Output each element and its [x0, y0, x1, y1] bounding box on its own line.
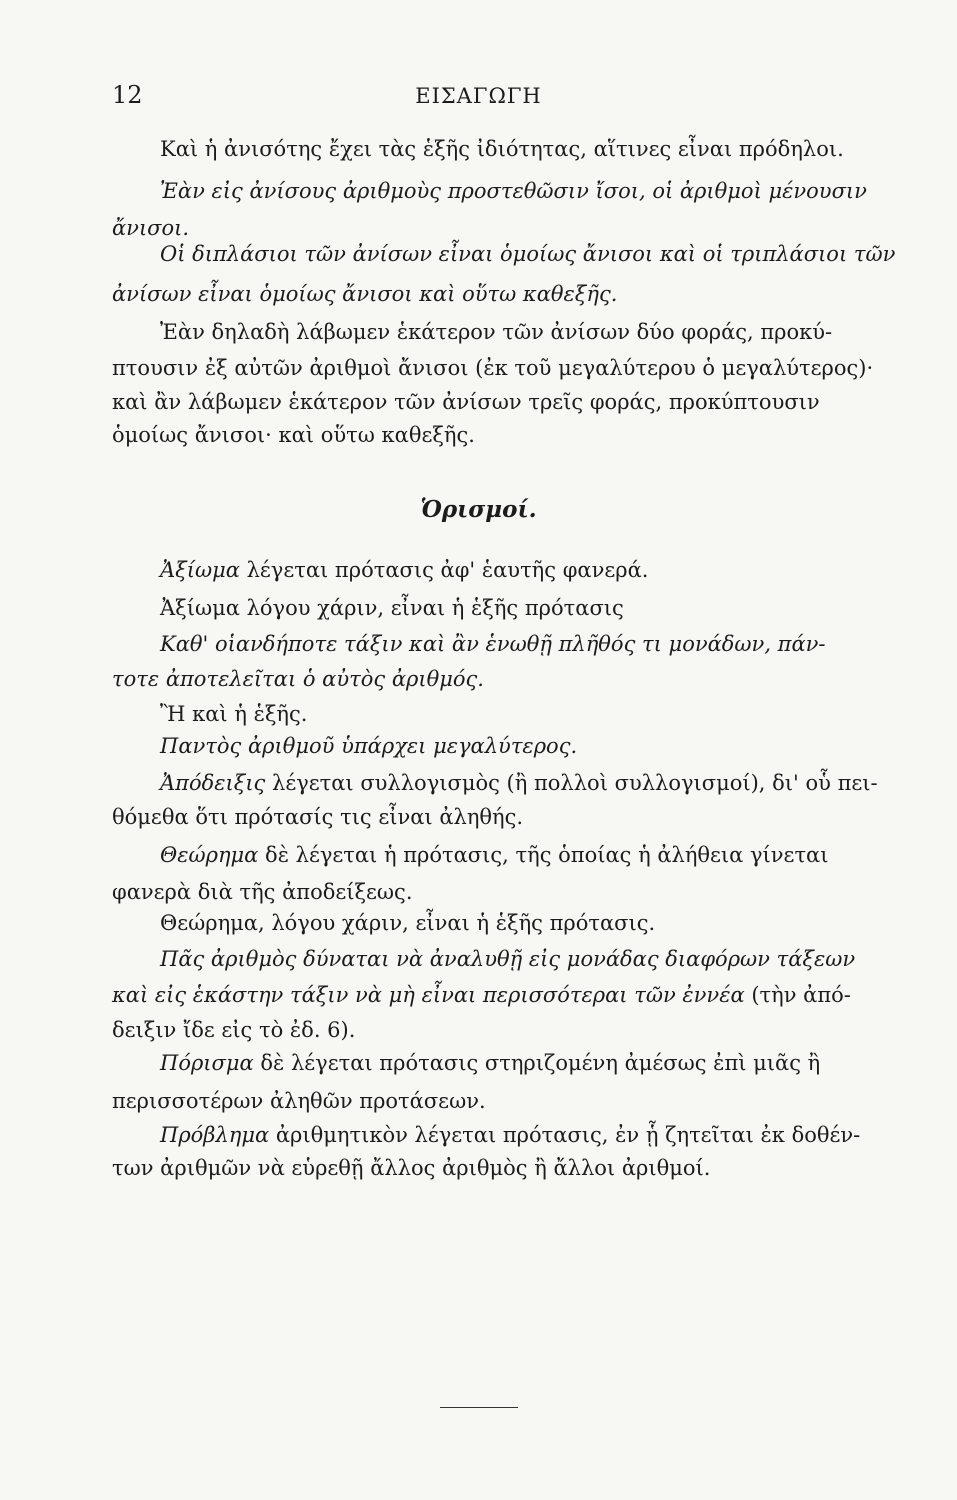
text-line: θόμεθα ὅτι πρότασίς τις εἶναι ἀληθής.	[112, 805, 524, 829]
text-line: δειξιν ἴδε εἰς τὸ ἐδ. 6).	[112, 1018, 356, 1042]
text-line: Οἱ διπλάσιοι τῶν ἀνίσων εἶναι ὁμοίως ἄνισοι καὶ οἱ τριπλάσιοι τῶν	[160, 242, 896, 266]
running-title: ΕΙΣΑΓΩΓΗ	[415, 84, 542, 108]
footer-rule	[440, 1407, 518, 1408]
text-line: Παντὸς ἀριθμοῦ ὑπάρχει μεγαλύτερος.	[160, 734, 578, 758]
page-number: 12	[112, 81, 143, 109]
text-line: φανερὰ διὰ τῆς ἀποδείξεως.	[112, 880, 413, 904]
text-line: Καὶ ἡ ἀνισότης ἔχει τὰς ἑξῆς ἰδιότητας, αἵτινες εἶναι πρόδηλοι.	[160, 137, 844, 161]
text-line: Καθ' οἱανδήποτε τάξιν καὶ ἂν ἑνωθῇ πλῆθός τι μονάδων, πάν-	[160, 632, 826, 656]
text-line: Ἐὰν εἰς ἀνίσους ἀριθμοὺς προστεθῶσιν ἴσοι, οἱ ἀριθμοὶ μένουσιν	[160, 179, 867, 203]
text-line: Ἀξίωμα λέγεται πρότασις ἀφ' ἑαυτῆς φανερά.	[160, 558, 649, 582]
text-line: Θεώρημα, λόγου χάριν, εἶναι ἡ ἑξῆς πρότασις.	[160, 911, 656, 935]
text-line: ἄνισοι.	[112, 216, 190, 240]
text-line: Θεώρημα δὲ λέγεται ἡ πρότασις, τῆς ὁποίας ἡ ἀλήθεια γίνεται	[160, 843, 829, 867]
text-line: καὶ εἰς ἑκάστην τάξιν νὰ μὴ εἶναι περισσότεραι τῶν ἐννέα (τὴν ἀπό-	[112, 983, 851, 1007]
text-line: Ἢ καὶ ἡ ἑξῆς.	[160, 702, 308, 726]
text-line: Ἀπόδειξις λέγεται συλλογισμὸς (ἢ πολλοὶ συλλογισμοί), δι' οὗ πει-	[160, 771, 878, 795]
text-line: πτουσιν ἐξ αὐτῶν ἀριθμοὶ ἄνισοι (ἐκ τοῦ μεγαλύτερου ὁ μεγαλύτερος)·	[112, 356, 874, 380]
section-heading: Ὁρισμοί.	[420, 496, 537, 523]
text-line: περισσοτέρων ἀληθῶν προτάσεων.	[112, 1089, 486, 1113]
text-line: Πρόβλημα ἀριθμητικὸν λέγεται πρότασις, ἐν ᾗ ζητεῖται ἐκ δοθέν-	[160, 1123, 861, 1147]
text-line: Ἀξίωμα λόγου χάριν, εἶναι ἡ ἑξῆς πρότασις	[160, 596, 624, 620]
text-line: καὶ ἂν λάβωμεν ἑκάτερον τῶν ἀνίσων τρεῖς φοράς, προκύπτουσιν	[112, 390, 820, 414]
text-line: ἀνίσων εἶναι ὁμοίως ἄνισοι καὶ οὕτω καθεξῆς.	[112, 282, 618, 306]
text-line: ὁμοίως ἄνισοι· καὶ οὕτω καθεξῆς.	[112, 423, 475, 447]
text-line: Πόρισμα δὲ λέγεται πρότασις στηριζομένη ἀμέσως ἐπὶ μιᾶς ἢ	[160, 1051, 821, 1075]
text-line: Ἐὰν δηλαδὴ λάβωμεν ἑκάτερον τῶν ἀνίσων δύο φοράς, προκύ-	[160, 320, 833, 344]
text-line: των ἀριθμῶν νὰ εὑρεθῇ ἄλλος ἀριθμὸς ἢ ἄλλοι ἀριθμοί.	[112, 1156, 711, 1180]
text-line: Πᾶς ἀριθμὸς δύναται νὰ ἀναλυθῇ εἰς μονάδας διαφόρων τάξεων	[160, 947, 856, 971]
text-line: τοτε ἀποτελεῖται ὁ αὐτὸς ἀριθμός.	[112, 667, 484, 691]
